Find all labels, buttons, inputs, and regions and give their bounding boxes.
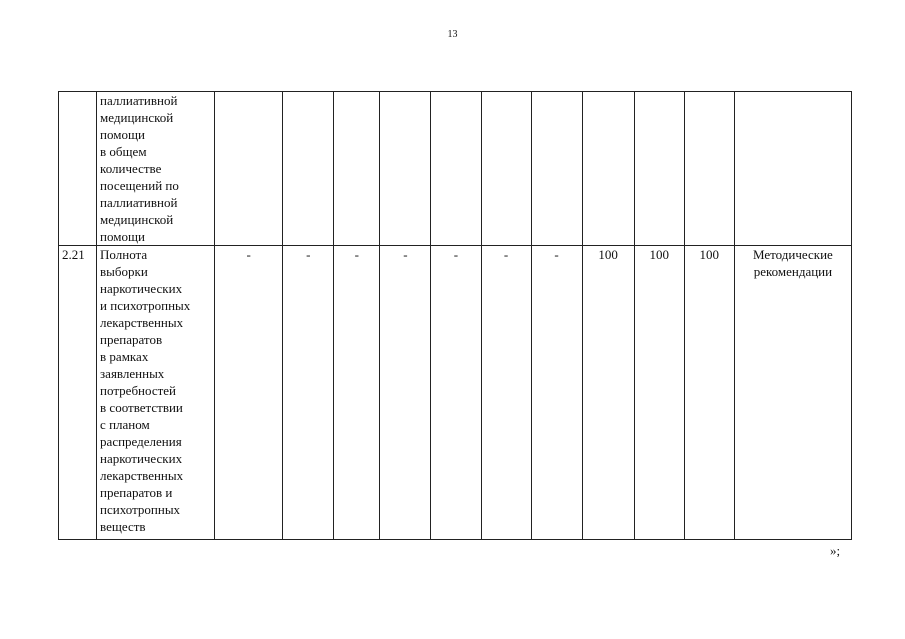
- table-row: [59, 246, 852, 540]
- value-cell: [481, 92, 531, 246]
- value-cell: -: [215, 246, 283, 540]
- value-cell: [531, 92, 582, 246]
- value-cell: [582, 92, 634, 246]
- value-cell: -: [380, 246, 431, 540]
- value-cell: [684, 92, 734, 246]
- indicator-name-cell: паллиативной медицинской помощи в общем количестве посещений по паллиативной медицинской помощи: [97, 92, 215, 246]
- value-cell: [380, 92, 431, 246]
- value-cell: -: [334, 246, 380, 540]
- value-cell: -: [431, 246, 481, 540]
- value-cell: -: [531, 246, 582, 540]
- value-cell: -: [481, 246, 531, 540]
- source-cell: [734, 92, 851, 246]
- value-cell: [334, 92, 380, 246]
- value-cell: [283, 92, 334, 246]
- page-number: 13: [447, 29, 458, 40]
- table-row: [59, 92, 852, 246]
- row-number-cell: [59, 92, 97, 246]
- row-number-cell: 2.21: [59, 246, 97, 540]
- value-cell: [634, 92, 684, 246]
- value-cell: 100: [634, 246, 684, 540]
- value-cell: 100: [684, 246, 734, 540]
- source-cell: Методические рекомендации: [734, 246, 851, 540]
- value-cell: [215, 92, 283, 246]
- indicators-table: [58, 91, 852, 540]
- value-cell: -: [283, 246, 334, 540]
- value-cell: [431, 92, 481, 246]
- closing-quote-mark: »;: [830, 543, 841, 558]
- indicator-name-cell: Полнота выборки наркотических и психотропных лекарственных препаратов в рамках заявленных потребностей в соответствии с планом распределения наркотических лекарственных препаратов и психотропных веществ: [97, 246, 215, 540]
- value-cell: 100: [582, 246, 634, 540]
